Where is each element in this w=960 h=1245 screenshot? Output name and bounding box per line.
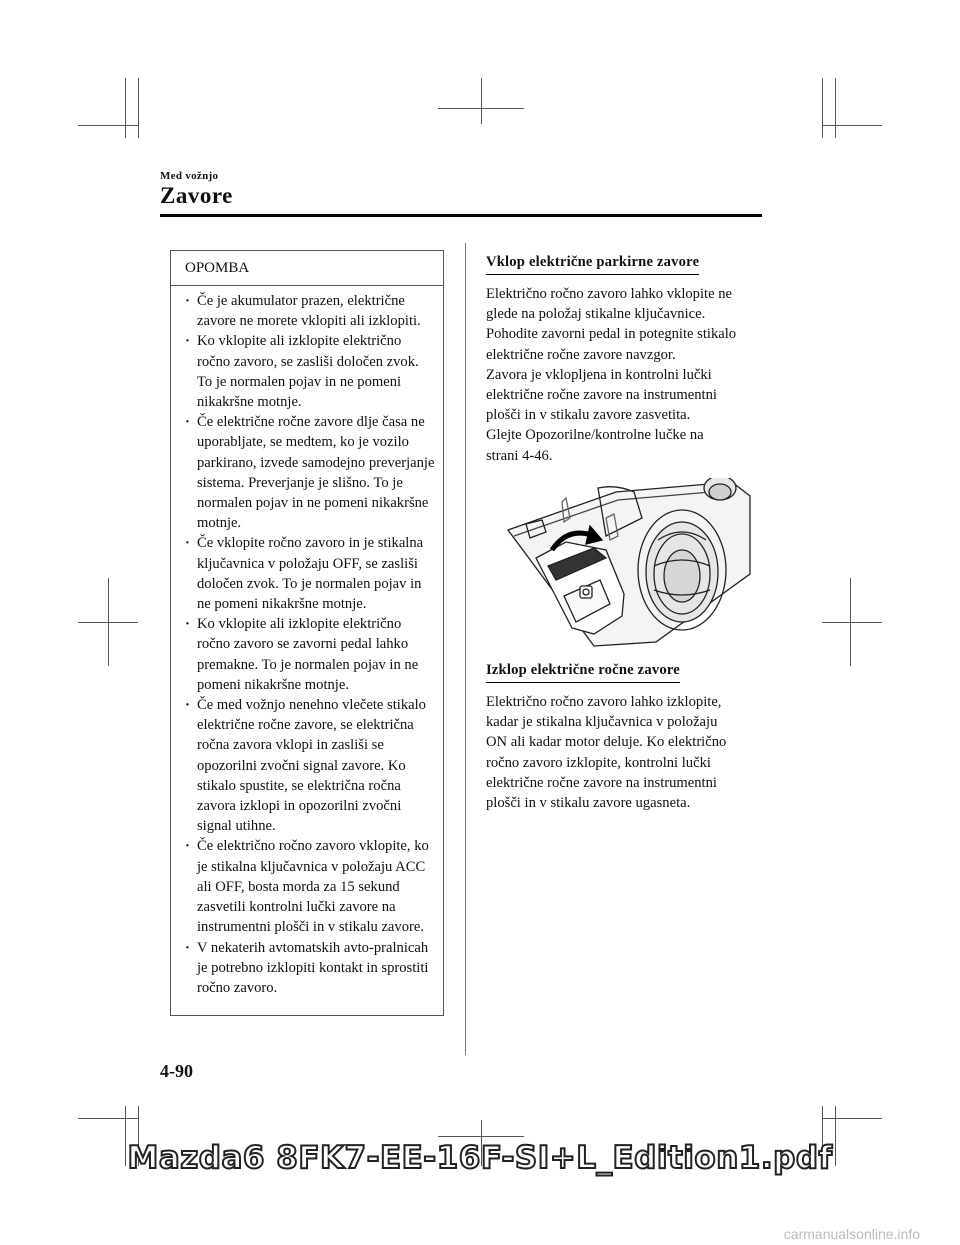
note-box xyxy=(170,250,444,1016)
note-item: · Če električno ročno zavoro vklopite, ko je stikalna ključavnica v položaju ACC ali OFF, bosta morda za 15 sekund zasvetili kontrolni lučki zavore na instrumentni plošči in v stikalu zavore. xyxy=(185,836,435,937)
page-title: Zavore xyxy=(160,183,233,208)
note-heading: OPOMBA xyxy=(171,251,443,286)
note-item: · Če je akumulator prazen, električne zavore ne morete vklopiti ali izklopiti. xyxy=(185,291,435,331)
column-divider xyxy=(465,243,466,1055)
page-number: 4-90 xyxy=(160,1061,193,1081)
release-heading: Izklop električne ročne zavore xyxy=(486,662,680,683)
watermark: carmanualsonline.info xyxy=(783,1226,920,1242)
note-item: · Ko vklopite ali izklopite električno ročno zavoro se zavorni pedal lahko premakne. To je normalen pojav in ne pomeni nikakršne motnje. xyxy=(185,614,435,695)
note-item: · V nekaterih avtomatskih avto-pralnicah je potrebno izklopiti kontakt in sprostiti ročno zavoro. xyxy=(185,938,435,999)
apply-heading: Vklop električne parkirne zavore xyxy=(486,254,699,275)
note-item: · Če električne ročne zavore dlje časa ne uporabljate, se medtem, ko je vozilo parkirano, izvede samodejno preverjanje sistema. Preverjanje je slišno. To je normalen pojav in ne pomeni nikakršne motnje. xyxy=(185,412,435,533)
footer-filename: Mazda6 8FK7-EE-16F-SI+L_Edition1.pdf xyxy=(127,1140,833,1176)
release-text: Električno ročno zavoro lahko izklopite, kadar je stikalna ključavnica v položaju ON ali kadar motor deluje. Ko električno ročno zavoro izklopite, kontrolni lučki električne ročne zavore na instrumentni plošči in v stikalu zavore ugasneta. xyxy=(486,694,727,812)
title-rule xyxy=(160,214,762,217)
brake-switch-illustration xyxy=(506,478,752,648)
note-item: · Če med vožnjo nenehno vlečete stikalo električne ročne zavore, se električna ročna zavora vklopi in zasliši se opozorilni zvočni signal zavore. Ko stikalo spustite, se električna ročna zavora izklopi in opozorilni zvočni signal utihne. xyxy=(185,695,435,836)
note-item: · Ko vklopite ali izklopite električno ročno zavoro, se zasliši določen zvok. To je normalen pojav in ne pomeni nikakršne motnje. xyxy=(185,331,435,412)
apply-text: Električno ročno zavoro lahko vklopite ne glede na položaj stikalne ključavnice. Pohodite zavorni pedal in potegnite stikalo električne ročne zavore navzgor. Zavora je vklopljena in kontrolni lučki električne ročne zavore na instrumentni plošči in v stikalu zavore zasvetita. Glejte Opozorilne/kontrolne lučke na strani 4-46. xyxy=(486,286,737,464)
section-label: Med vožnjo xyxy=(160,170,219,182)
note-item: · Če vklopite ročno zavoro in je stikalna ključavnica v položaju OFF, se zasliši določen zvok. To je normalen pojav in ne pomeni nikakršne motnje. xyxy=(185,533,435,614)
note-list xyxy=(171,286,443,998)
